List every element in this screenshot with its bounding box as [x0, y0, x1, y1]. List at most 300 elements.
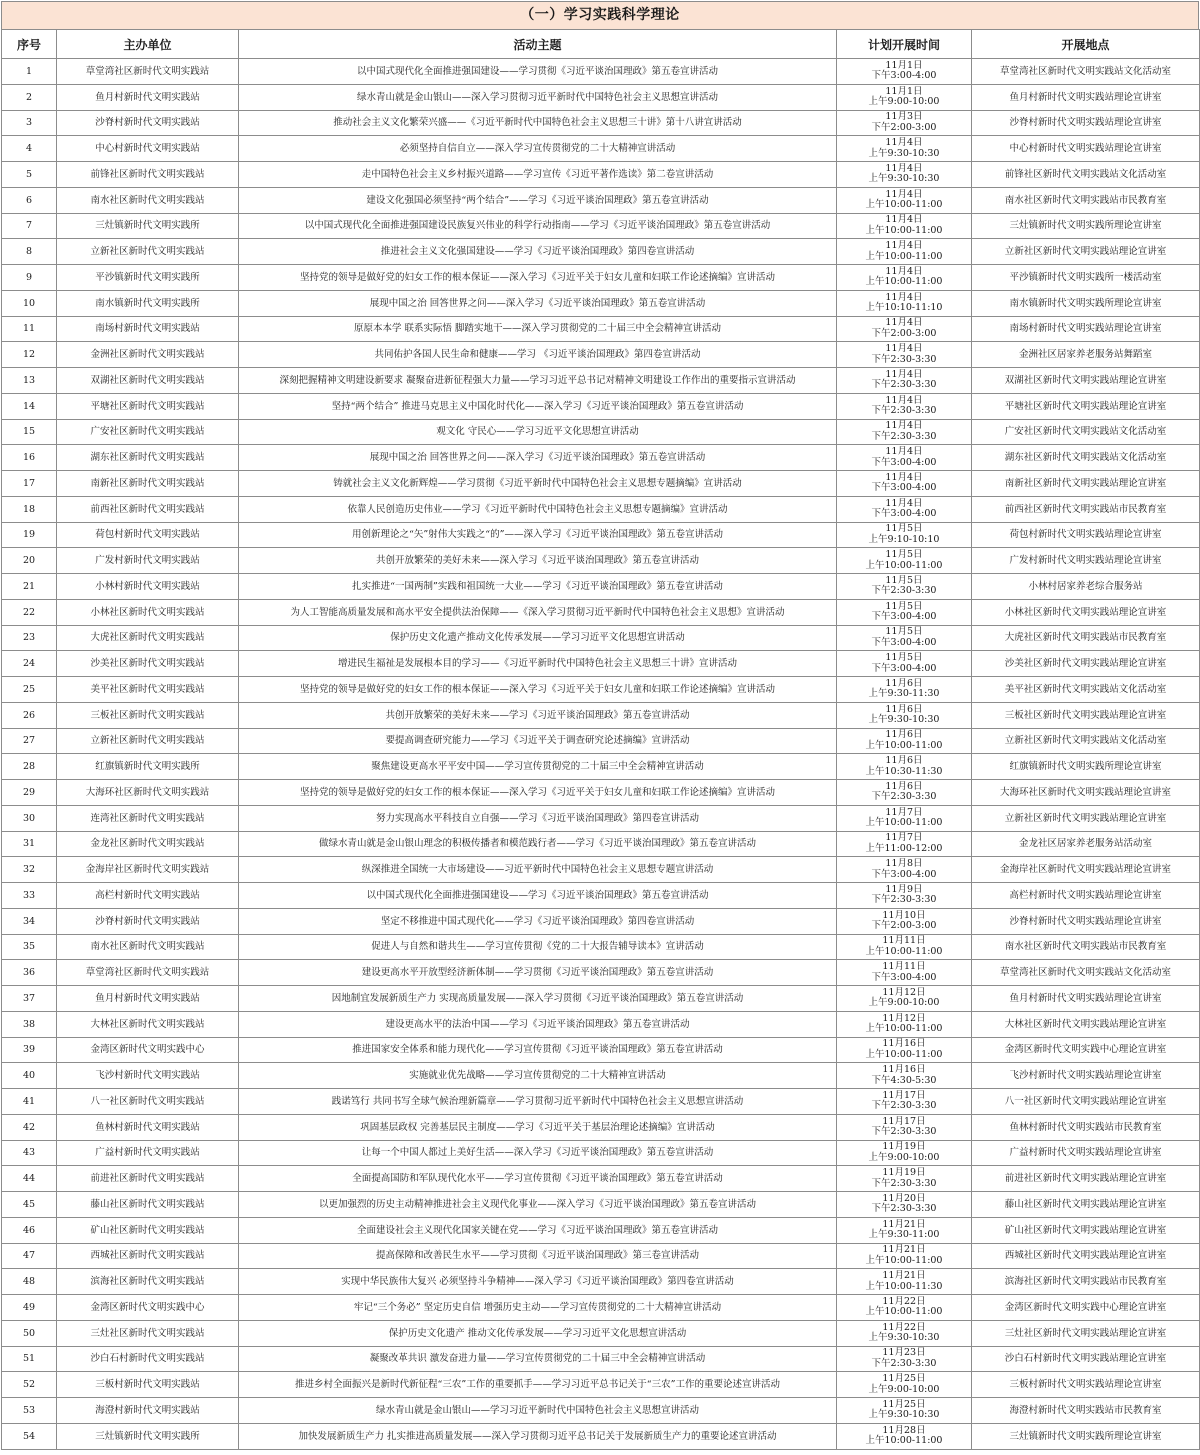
row-index: 13 [2, 368, 57, 394]
row-organizer: 海澄村新时代文明实践站 [57, 1398, 239, 1424]
row-time [837, 265, 972, 291]
row-index: 14 [2, 393, 57, 419]
row-index: 10 [2, 290, 57, 316]
row-hours: 下午2:30-3:30 [871, 585, 937, 597]
row-time [837, 908, 972, 934]
row-topic: 做绿水青山就是金山银山理念的积极传播者和模范践行者——学习《习近平谈治国理政》第五卷宣讲活动 [239, 831, 837, 857]
row-hours: 上午10:00-11:00 [865, 1023, 943, 1035]
row-hours: 上午10:00-11:00 [865, 199, 943, 211]
row-index: 16 [2, 445, 57, 471]
row-organizer: 飞沙村新时代文明实践站 [57, 1063, 239, 1089]
row-date: 11月21日 [882, 1270, 926, 1282]
row-date: 11月7日 [885, 832, 923, 844]
row-date: 11月5日 [885, 600, 923, 612]
row-index: 27 [2, 728, 57, 754]
table-row [2, 754, 1200, 780]
row-organizer: 前西社区新时代文明实践站 [57, 496, 239, 522]
row-location: 湖东社区新时代文明实践站文化活动室 [972, 445, 1200, 471]
row-date: 11月11日 [882, 961, 926, 973]
row-time [837, 1063, 972, 1089]
row-date: 11月16日 [882, 1038, 926, 1050]
row-topic: 要提高调查研究能力——学习《习近平关于调查研究论述摘编》宣讲活动 [239, 728, 837, 754]
row-location: 草堂湾社区新时代文明实践站文化活动室 [972, 960, 1200, 986]
row-index: 5 [2, 162, 57, 188]
row-date: 11月25日 [882, 1398, 926, 1410]
row-date: 11月11日 [882, 935, 926, 947]
table-row [2, 934, 1200, 960]
row-date: 11月22日 [882, 1321, 926, 1333]
row-hours: 上午10:00-11:30 [865, 1280, 943, 1292]
row-location: 平沙镇新时代文明实践所一楼活动室 [972, 265, 1200, 291]
row-hours: 下午4:30-5:30 [871, 1074, 937, 1086]
row-organizer: 沙脊村新时代文明实践站 [57, 908, 239, 934]
row-organizer: 平塘社区新时代文明实践站 [57, 393, 239, 419]
row-index: 50 [2, 1320, 57, 1346]
row-time [837, 59, 972, 85]
row-date: 11月10日 [882, 909, 926, 921]
row-index: 6 [2, 187, 57, 213]
row-time [837, 780, 972, 806]
row-organizer: 南新社区新时代文明实践站 [57, 471, 239, 497]
row-location: 藤山社区新时代文明实践站理论宣讲室 [972, 1192, 1200, 1218]
row-organizer: 连湾社区新时代文明实践站 [57, 805, 239, 831]
row-organizer: 藤山社区新时代文明实践站 [57, 1192, 239, 1218]
row-index: 32 [2, 857, 57, 883]
row-time [837, 1295, 972, 1321]
row-location: 南场村新时代文明实践站理论宣讲室 [972, 316, 1200, 342]
row-time [837, 677, 972, 703]
row-index: 26 [2, 702, 57, 728]
row-date: 11月4日 [885, 420, 923, 432]
row-location: 八一社区新时代文明实践站理论宣讲室 [972, 1089, 1200, 1115]
row-topic: 展现中国之治 回答世界之问——深入学习《习近平谈治国理政》第五卷宣讲活动 [239, 445, 837, 471]
row-hours: 下午2:00-3:00 [871, 121, 937, 133]
row-time [837, 1320, 972, 1346]
row-hours: 上午10:00-11:00 [865, 250, 943, 262]
row-index: 21 [2, 574, 57, 600]
row-organizer: 三灶镇新时代文明实践所 [57, 1423, 239, 1449]
row-index: 23 [2, 625, 57, 651]
row-organizer: 金洲社区新时代文明实践站 [57, 342, 239, 368]
row-hours: 上午9:30-11:30 [868, 688, 940, 700]
row-date: 11月28日 [882, 1424, 926, 1436]
row-time [837, 1372, 972, 1398]
row-topic: 凝聚改革共识 激发奋进力量——学习宣传贯彻党的二十届三中全会精神宣讲活动 [239, 1346, 837, 1372]
row-organizer: 鱼林村新时代文明实践站 [57, 1114, 239, 1140]
row-location: 前锋社区新时代文明实践站文化活动室 [972, 162, 1200, 188]
row-index: 8 [2, 239, 57, 265]
row-time [837, 162, 972, 188]
row-date: 11月8日 [885, 858, 923, 870]
row-organizer: 南水社区新时代文明实践站 [57, 187, 239, 213]
row-location: 金洲社区居家养老服务站舞蹈室 [972, 342, 1200, 368]
table-row [2, 1269, 1200, 1295]
row-hours: 上午10:00-11:00 [865, 739, 943, 751]
row-date: 11月21日 [882, 1244, 926, 1256]
table-row [2, 290, 1200, 316]
row-date: 11月7日 [885, 806, 923, 818]
row-organizer: 大海环社区新时代文明实践站 [57, 780, 239, 806]
row-hours: 上午9:30-10:30 [868, 714, 940, 726]
row-organizer: 小林村新时代文明实践站 [57, 574, 239, 600]
table-row [2, 1372, 1200, 1398]
table-row [2, 213, 1200, 239]
row-hours: 下午3:00-4:00 [871, 456, 937, 468]
row-location: 鱼林村新时代文明实践站市民教育室 [972, 1114, 1200, 1140]
row-organizer: 双湖社区新时代文明实践站 [57, 368, 239, 394]
row-organizer: 南水社区新时代文明实践站 [57, 934, 239, 960]
table-row [2, 599, 1200, 625]
row-topic: 坚持“两个结合” 推进马克思主义中国化时代化——深入学习《习近平谈治国理政》第五卷宣讲活动 [239, 393, 837, 419]
row-location: 三灶社区新时代文明实践站理论宣讲室 [972, 1320, 1200, 1346]
row-hours: 上午11:00-12:00 [865, 842, 943, 854]
row-date: 11月4日 [885, 162, 923, 174]
row-topic: 坚持党的领导是做好党的妇女工作的根本保证——深入学习《习近平关于妇女儿童和妇联工作论述摘编》宣讲活动 [239, 780, 837, 806]
row-date: 11月23日 [882, 1347, 926, 1359]
row-hours: 下午3:00-4:00 [871, 636, 937, 648]
row-index: 3 [2, 110, 57, 136]
row-time [837, 471, 972, 497]
row-hours: 上午10:00-11:00 [865, 1306, 943, 1318]
row-hours: 下午2:30-3:30 [871, 353, 937, 365]
row-topic: 建设更高水平的法治中国——学习《习近平谈治国理政》第五卷宣讲活动 [239, 1011, 837, 1037]
row-hours: 下午3:00-4:00 [871, 868, 937, 880]
row-date: 11月6日 [885, 703, 923, 715]
row-time [837, 187, 972, 213]
table-row [2, 1166, 1200, 1192]
row-hours: 上午10:00-11:00 [865, 1048, 943, 1060]
row-topic: 原原本本学 联系实际悟 脚踏实地干——深入学习贯彻党的二十届三中全会精神宣讲活动 [239, 316, 837, 342]
table-row [2, 393, 1200, 419]
row-topic: 绿水青山就是金山银山——学习习近平新时代中国特色社会主义思想宣讲活动 [239, 1398, 837, 1424]
row-location: 立新社区新时代文明实践站文化活动室 [972, 728, 1200, 754]
row-hours: 下午3:00-4:00 [871, 611, 937, 623]
row-date: 11月4日 [885, 240, 923, 252]
row-location: 小林村居家养老综合服务站 [972, 574, 1200, 600]
row-organizer: 大林社区新时代文明实践站 [57, 1011, 239, 1037]
row-topic: 以中国式现代化全面推进强国建设——学习《习近平谈治国理政》第五卷宣讲活动 [239, 883, 837, 909]
row-topic: 共创开放繁荣的美好未来——深入学习《习近平谈治国理政》第五卷宣讲活动 [239, 548, 837, 574]
row-topic: 努力实现高水平科技自立自强——学习《习近平谈治国理政》第四卷宣讲活动 [239, 805, 837, 831]
table-row [2, 239, 1200, 265]
row-index: 35 [2, 934, 57, 960]
row-date: 11月5日 [885, 523, 923, 535]
row-location: 大林社区新时代文明实践站理论宣讲室 [972, 1011, 1200, 1037]
row-time [837, 445, 972, 471]
row-date: 11月4日 [885, 214, 923, 226]
row-topic: 铸就社会主义文化新辉煌——学习贯彻《习近平新时代中国特色社会主义思想专题摘编》宣讲活动 [239, 471, 837, 497]
row-index: 9 [2, 265, 57, 291]
table-row [2, 908, 1200, 934]
row-index: 39 [2, 1037, 57, 1063]
row-organizer: 立新社区新时代文明实践站 [57, 728, 239, 754]
row-organizer: 金龙社区新时代文明实践站 [57, 831, 239, 857]
row-time [837, 857, 972, 883]
row-topic: 保护历史文化遗产推动文化传承发展——学习习近平文化思想宣讲活动 [239, 625, 837, 651]
row-date: 11月4日 [885, 265, 923, 277]
row-index: 30 [2, 805, 57, 831]
row-location: 南新社区新时代文明实践站理论宣讲室 [972, 471, 1200, 497]
table-row [2, 84, 1200, 110]
row-location: 金湾区新时代文明实践中心理论宣讲室 [972, 1037, 1200, 1063]
table-row [2, 162, 1200, 188]
row-date: 11月5日 [885, 626, 923, 638]
row-date: 11月12日 [882, 986, 926, 998]
row-index: 20 [2, 548, 57, 574]
row-organizer: 平沙镇新时代文明实践所 [57, 265, 239, 291]
row-date: 11月3日 [885, 111, 923, 123]
row-hours: 上午9:30-10:30 [868, 173, 940, 185]
row-topic: 加快发展新质生产力 扎实推进高质量发展——深入学习贯彻习近平总书记关于发展新质生产力的重要论述宣讲活动 [239, 1423, 837, 1449]
row-index: 40 [2, 1063, 57, 1089]
row-index: 11 [2, 316, 57, 342]
row-date: 11月4日 [885, 394, 923, 406]
row-location: 草堂湾社区新时代文明实践站文化活动室 [972, 59, 1200, 85]
row-time [837, 290, 972, 316]
row-index: 37 [2, 986, 57, 1012]
row-hours: 上午10:00-11:00 [865, 1435, 943, 1447]
activity-table [1, 29, 1200, 1450]
row-time [837, 136, 972, 162]
row-topic: 实现中华民族伟大复兴 必须坚持斗争精神——深入学习《习近平谈治国理政》第四卷宣讲活动 [239, 1269, 837, 1295]
row-location: 南水社区新时代文明实践站市民教育室 [972, 934, 1200, 960]
table-row [2, 1037, 1200, 1063]
row-location: 小林社区新时代文明实践站理论宣讲室 [972, 599, 1200, 625]
row-location: 红旗镇新时代文明实践所理论宣讲室 [972, 754, 1200, 780]
row-time [837, 419, 972, 445]
row-index: 54 [2, 1423, 57, 1449]
row-time [837, 110, 972, 136]
table-row [2, 342, 1200, 368]
row-organizer: 湖东社区新时代文明实践站 [57, 445, 239, 471]
row-organizer: 高栏村新时代文明实践站 [57, 883, 239, 909]
row-topic: 坚定不移推进中国式现代化——学习《习近平谈治国理政》第四卷宣讲活动 [239, 908, 837, 934]
row-date: 11月19日 [882, 1141, 926, 1153]
row-time [837, 213, 972, 239]
row-time [837, 831, 972, 857]
table-row [2, 1140, 1200, 1166]
table-header-row [2, 30, 1200, 59]
row-date: 11月4日 [885, 368, 923, 380]
row-organizer: 金湾区新时代文明实践中心 [57, 1037, 239, 1063]
row-location: 金龙社区居家养老服务站活动室 [972, 831, 1200, 857]
row-index: 15 [2, 419, 57, 445]
table-row [2, 960, 1200, 986]
row-time [837, 574, 972, 600]
row-location: 高栏村新时代文明实践站理论宣讲室 [972, 883, 1200, 909]
row-location: 立新社区新时代文明实践站理论宣讲室 [972, 805, 1200, 831]
row-location: 荷包村新时代文明实践站理论宣讲室 [972, 522, 1200, 548]
row-hours: 上午9:00-10:00 [868, 1383, 940, 1395]
table-row [2, 445, 1200, 471]
row-hours: 上午9:00-10:00 [868, 997, 940, 1009]
row-organizer: 南水镇新时代文明实践所 [57, 290, 239, 316]
row-location: 沙白石村新时代文明实践站理论宣讲室 [972, 1346, 1200, 1372]
row-hours: 上午9:30-11:00 [868, 1229, 940, 1241]
row-organizer: 南场村新时代文明实践站 [57, 316, 239, 342]
table-row [2, 1089, 1200, 1115]
row-hours: 下午2:30-3:30 [871, 405, 937, 417]
row-index: 22 [2, 599, 57, 625]
row-time [837, 1217, 972, 1243]
row-time [837, 1346, 972, 1372]
row-index: 33 [2, 883, 57, 909]
row-topic: 全面提高国防和军队现代化水平——学习宣传贯彻《习近平谈治国理政》第五卷宣讲活动 [239, 1166, 837, 1192]
row-hours: 下午3:00-4:00 [871, 971, 937, 983]
row-organizer: 鱼月村新时代文明实践站 [57, 84, 239, 110]
row-topic: 推进乡村全面振兴是新时代新征程“三农”工作的重要抓手——学习习近平总书记关于“三农”工作的重要论述宣讲活动 [239, 1372, 837, 1398]
table-row [2, 522, 1200, 548]
row-topic: 绿水青山就是金山银山——深入学习贯彻习近平新时代中国特色社会主义思想宣讲活动 [239, 84, 837, 110]
row-organizer: 草堂湾社区新时代文明实践站 [57, 960, 239, 986]
row-organizer: 金海岸社区新时代文明实践站 [57, 857, 239, 883]
row-topic: 实施就业优先战略——学习宣传贯彻党的二十大精神宣讲活动 [239, 1063, 837, 1089]
row-location: 金湾区新时代文明实践中心理论宣讲室 [972, 1295, 1200, 1321]
row-index: 1 [2, 59, 57, 85]
row-location: 大海环社区新时代文明实践站理论宣讲室 [972, 780, 1200, 806]
row-date: 11月4日 [885, 291, 923, 303]
row-date: 11月21日 [882, 1218, 926, 1230]
row-time [837, 496, 972, 522]
row-location: 海澄村新时代文明实践站市民教育室 [972, 1398, 1200, 1424]
row-location: 鱼月村新时代文明实践站理论宣讲室 [972, 84, 1200, 110]
row-hours: 上午10:00-11:00 [865, 224, 943, 236]
table-body [2, 59, 1200, 1450]
row-topic: 巩固基层政权 完善基层民主制度——学习《习近平关于基层治理论述摘编》宣讲活动 [239, 1114, 837, 1140]
row-date: 11月6日 [885, 729, 923, 741]
row-index: 34 [2, 908, 57, 934]
row-hours: 上午9:30-10:30 [868, 1409, 940, 1421]
row-location: 矿山社区新时代文明实践站理论宣讲室 [972, 1217, 1200, 1243]
row-date: 11月6日 [885, 677, 923, 689]
table-row [2, 1320, 1200, 1346]
row-hours: 下午2:30-3:30 [871, 1357, 937, 1369]
row-topic: 以中国式现代化全面推进强国建设民族复兴伟业的科学行动指南——学习《习近平谈治国理政》第五卷宣讲活动 [239, 213, 837, 239]
row-time [837, 1269, 972, 1295]
table-row [2, 265, 1200, 291]
row-time [837, 625, 972, 651]
row-index: 28 [2, 754, 57, 780]
row-time [837, 239, 972, 265]
row-organizer: 草堂湾社区新时代文明实践站 [57, 59, 239, 85]
row-date: 11月5日 [885, 574, 923, 586]
row-topic: 观文化 守民心——学习习近平文化思想宣讲活动 [239, 419, 837, 445]
row-time [837, 84, 972, 110]
row-index: 44 [2, 1166, 57, 1192]
table-row [2, 1063, 1200, 1089]
row-organizer: 前锋社区新时代文明实践站 [57, 162, 239, 188]
row-hours: 上午10:10-11:10 [865, 302, 943, 314]
table-row [2, 1192, 1200, 1218]
row-topic: 聚焦建设更高水平平安中国——学习宣传贯彻党的二十届三中全会精神宣讲活动 [239, 754, 837, 780]
header-location: 开展地点 [972, 30, 1200, 59]
row-organizer: 滨海社区新时代文明实践站 [57, 1269, 239, 1295]
row-organizer: 美平社区新时代文明实践站 [57, 677, 239, 703]
row-location: 南水镇新时代文明实践所理论宣讲室 [972, 290, 1200, 316]
table-row [2, 496, 1200, 522]
row-hours: 下午2:30-3:30 [871, 1177, 937, 1189]
row-index: 51 [2, 1346, 57, 1372]
row-location: 平塘社区新时代文明实践站理论宣讲室 [972, 393, 1200, 419]
row-index: 53 [2, 1398, 57, 1424]
row-organizer: 中心村新时代文明实践站 [57, 136, 239, 162]
row-date: 11月16日 [882, 1064, 926, 1076]
table-row [2, 1423, 1200, 1449]
row-time [837, 342, 972, 368]
table-row [2, 986, 1200, 1012]
row-hours: 上午9:00-10:00 [868, 96, 940, 108]
row-time [837, 522, 972, 548]
row-time [837, 1089, 972, 1115]
table-row [2, 574, 1200, 600]
table-row [2, 1398, 1200, 1424]
row-hours: 下午3:00-4:00 [871, 70, 937, 82]
row-hours: 上午9:00-10:00 [868, 1151, 940, 1163]
row-time [837, 754, 972, 780]
table-row [2, 780, 1200, 806]
row-time [837, 393, 972, 419]
table-row [2, 805, 1200, 831]
row-index: 46 [2, 1217, 57, 1243]
row-hours: 下午2:00-3:00 [871, 920, 937, 932]
table-row [2, 651, 1200, 677]
row-index: 29 [2, 780, 57, 806]
row-location: 大虎社区新时代文明实践站市民教育室 [972, 625, 1200, 651]
table-row [2, 59, 1200, 85]
row-date: 11月12日 [882, 1012, 926, 1024]
row-date: 11月17日 [882, 1115, 926, 1127]
row-location: 中心村新时代文明实践站理论宣讲室 [972, 136, 1200, 162]
section-title: （一）学习实践科学理论 [1, 1, 1199, 29]
row-time [837, 934, 972, 960]
row-hours: 下午2:00-3:00 [871, 327, 937, 339]
row-index: 17 [2, 471, 57, 497]
row-index: 18 [2, 496, 57, 522]
row-organizer: 红旗镇新时代文明实践所 [57, 754, 239, 780]
row-index: 45 [2, 1192, 57, 1218]
row-date: 11月6日 [885, 755, 923, 767]
row-topic: 增进民生福祉是发展根本目的学习——《习近平新时代中国特色社会主义思想三十讲》宣讲活动 [239, 651, 837, 677]
row-topic: 推进社会主义文化强国建设——学习《习近平谈治国理政》第四卷宣讲活动 [239, 239, 837, 265]
row-organizer: 三灶镇新时代文明实践所 [57, 213, 239, 239]
row-time [837, 960, 972, 986]
row-organizer: 立新社区新时代文明实践站 [57, 239, 239, 265]
row-topic: 用创新理论之“矢”射伟大实践之“的”——深入学习《习近平谈治国理政》第五卷宣讲活动 [239, 522, 837, 548]
row-date: 11月22日 [882, 1295, 926, 1307]
row-location: 南水社区新时代文明实践站市民教育室 [972, 187, 1200, 213]
row-organizer: 广安社区新时代文明实践站 [57, 419, 239, 445]
row-time [837, 728, 972, 754]
row-location: 立新社区新时代文明实践站理论宣讲室 [972, 239, 1200, 265]
row-location: 沙脊村新时代文明实践站理论宣讲室 [972, 908, 1200, 934]
row-topic: 以中国式现代化全面推进强国建设——学习贯彻《习近平谈治国理政》第五卷宣讲活动 [239, 59, 837, 85]
row-organizer: 三板村新时代文明实践站 [57, 1372, 239, 1398]
row-time [837, 883, 972, 909]
row-hours: 下午2:30-3:30 [871, 1126, 937, 1138]
row-hours: 下午2:30-3:30 [871, 379, 937, 391]
row-hours: 上午9:10-10:10 [868, 533, 940, 545]
row-date: 11月20日 [882, 1192, 926, 1204]
row-topic: 走中国特色社会主义乡村振兴道路——学习宣传《习近平著作选读》第二卷宣讲活动 [239, 162, 837, 188]
row-hours: 上午10:00-11:00 [865, 276, 943, 288]
row-organizer: 八一社区新时代文明实践站 [57, 1089, 239, 1115]
row-topic: 以更加强烈的历史主动精神推进社会主义现代化事业——深入学习《习近平谈治国理政》第五卷宣讲活动 [239, 1192, 837, 1218]
row-time [837, 1114, 972, 1140]
row-index: 24 [2, 651, 57, 677]
row-time [837, 368, 972, 394]
row-location: 双湖社区新时代文明实践站理论宣讲室 [972, 368, 1200, 394]
table-row [2, 857, 1200, 883]
